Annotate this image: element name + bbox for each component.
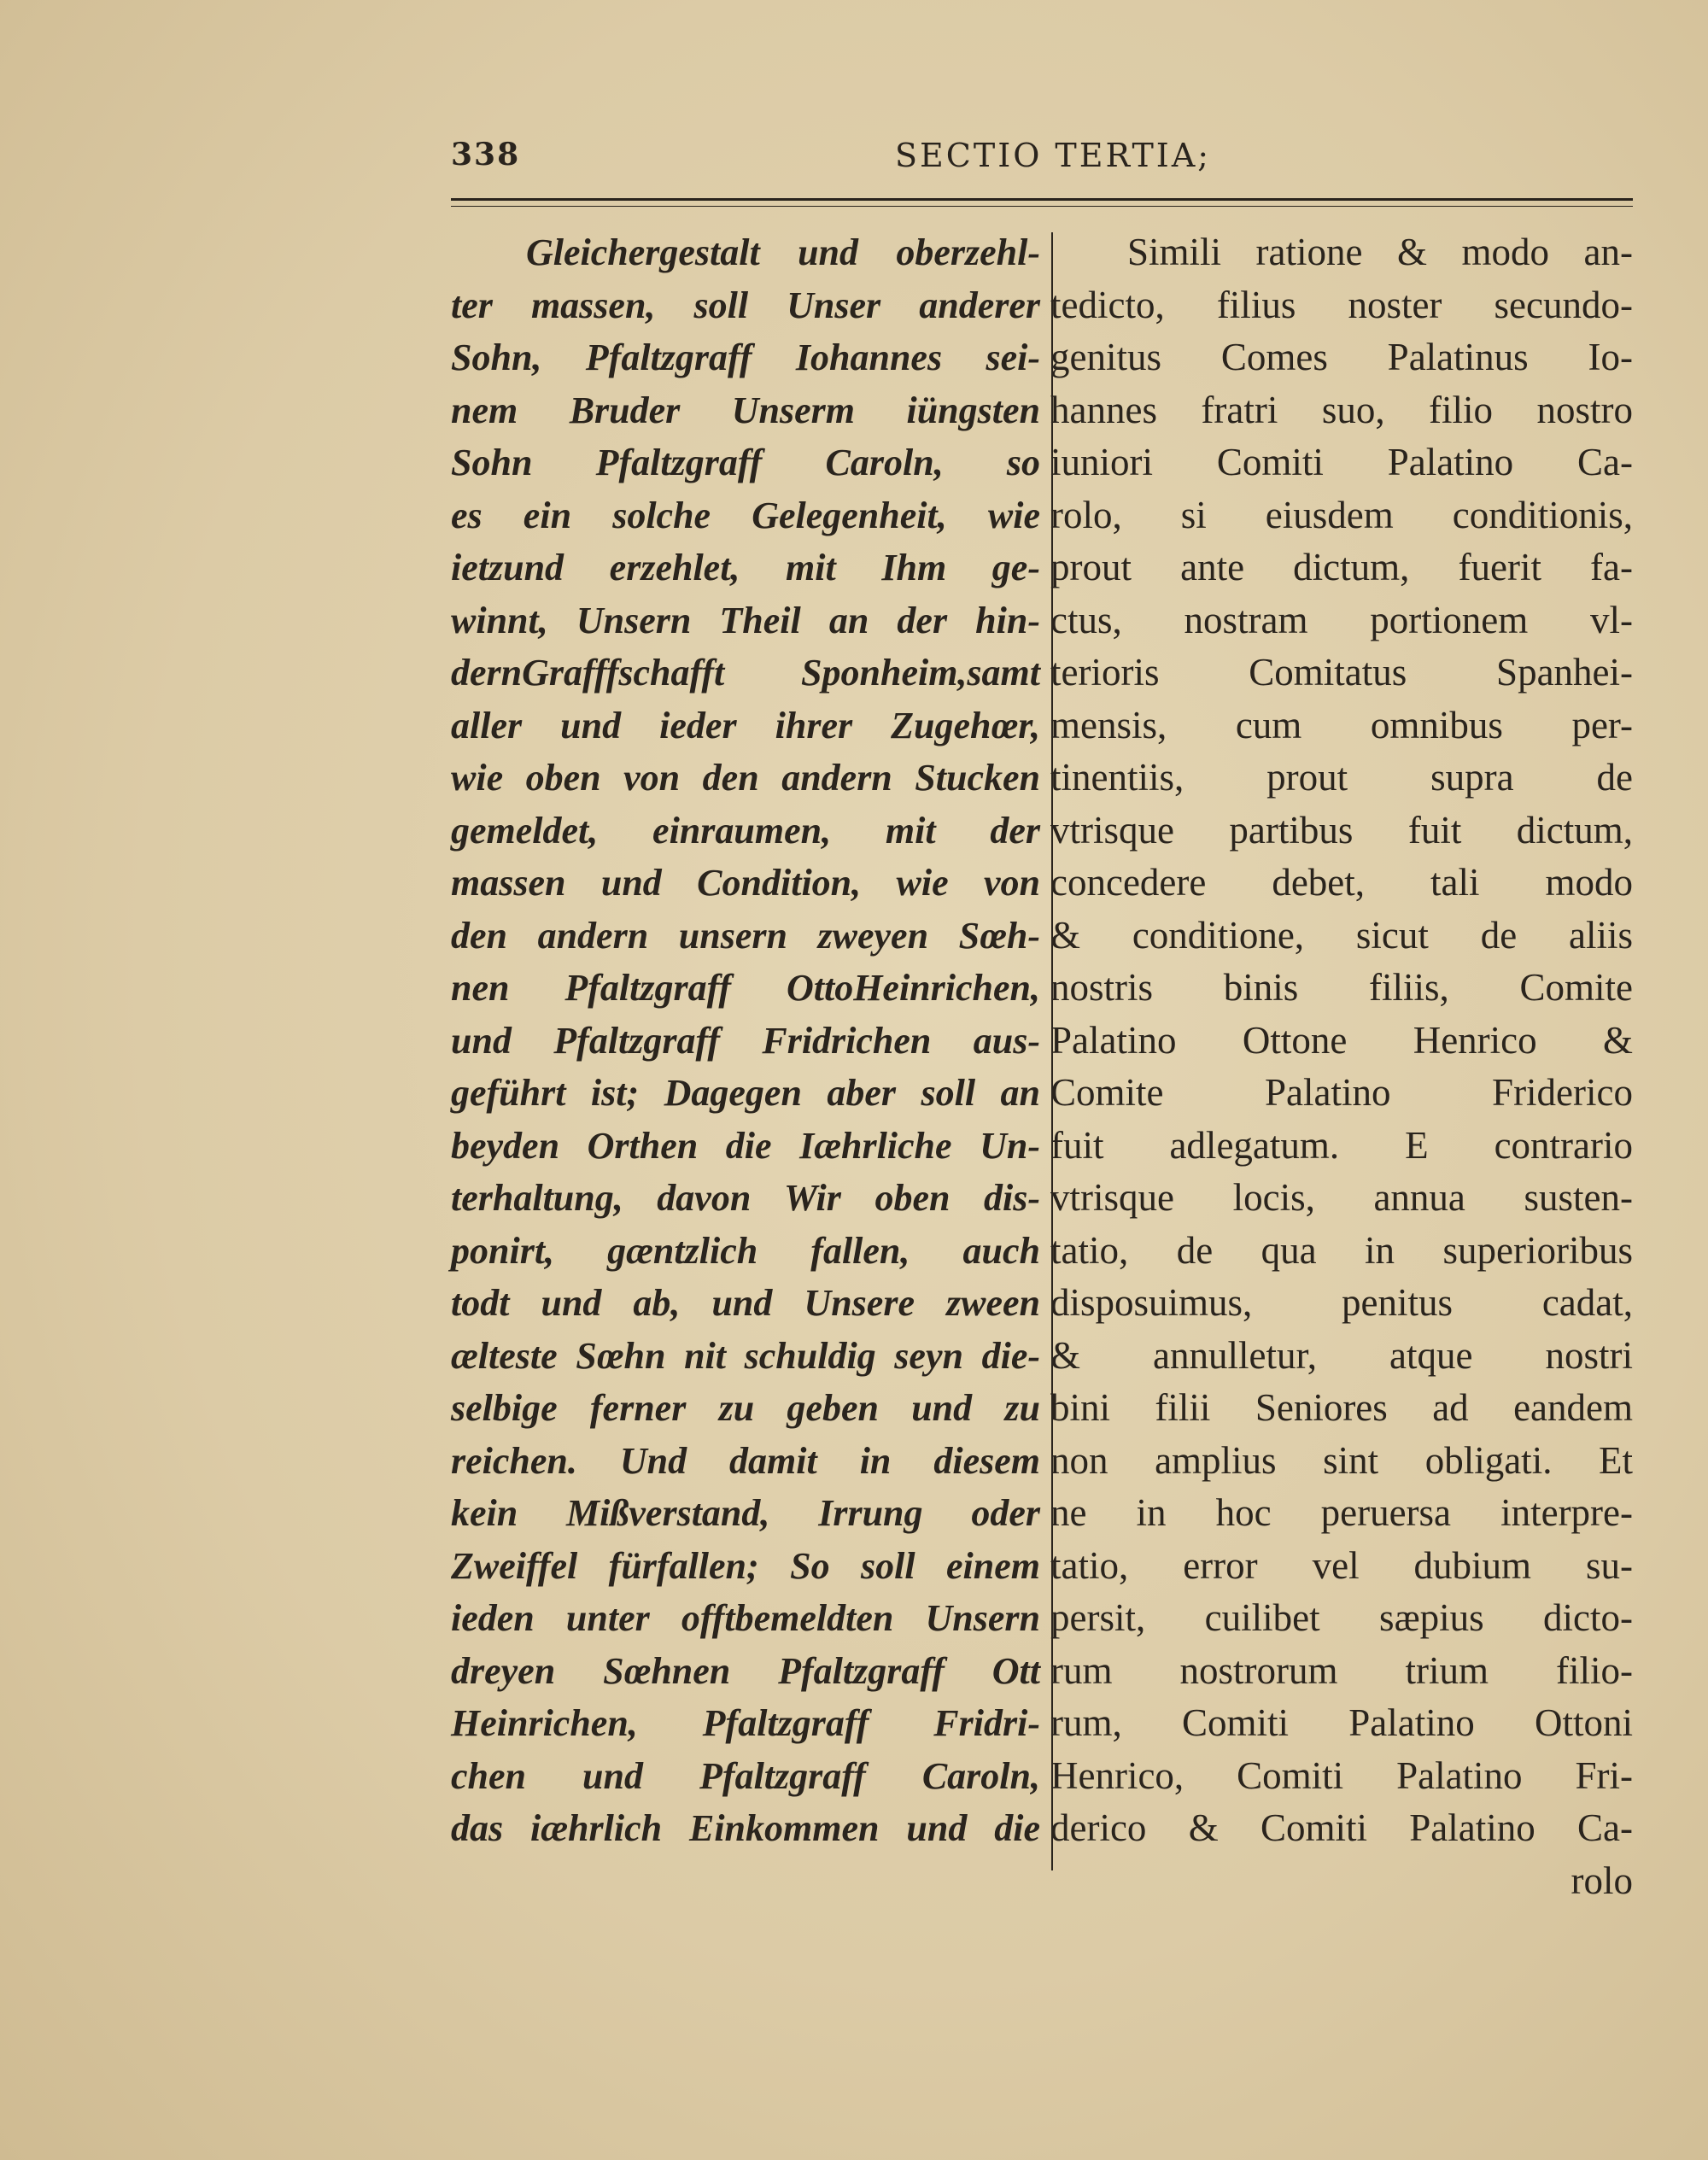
german-text-line: terhaltung, davon Wir oben dis- bbox=[451, 1177, 1040, 1219]
german-text-line: das iæhrlich Einkommen und die bbox=[451, 1807, 1040, 1849]
latin-text-line: derico & Comiti Palatino Ca- bbox=[1050, 1806, 1633, 1849]
german-text-line: den andern unsern zweyen Sœh- bbox=[451, 914, 1040, 957]
german-text-line: geführt ist; Dagegen aber soll an bbox=[451, 1072, 1040, 1114]
latin-text-line: tatio, de qua in superioribus bbox=[1050, 1228, 1633, 1272]
german-text-line: beyden Orthen die Iæhrliche Un- bbox=[451, 1124, 1040, 1167]
german-text-line: selbige ferner zu geben und zu bbox=[451, 1387, 1040, 1429]
german-text-line: ælteste Sœhn nit schuldig seyn die- bbox=[451, 1334, 1040, 1377]
german-text-line: ponirt, gæntzlich fallen, auch bbox=[451, 1229, 1040, 1272]
latin-text-line: concedere debet, tali modo bbox=[1050, 861, 1633, 904]
latin-text-line: hannes fratri suo, filio nostro bbox=[1050, 388, 1633, 431]
latin-text-line: bini filii Seniores ad eandem bbox=[1050, 1386, 1633, 1429]
german-text-line: ieden unter offtbemeldten Unsern bbox=[451, 1597, 1040, 1639]
catchword: rolo bbox=[1571, 1859, 1633, 1902]
latin-text-line: prout ante dictum, fuerit fa- bbox=[1050, 546, 1633, 588]
latin-column bbox=[1050, 226, 1640, 1907]
german-text-line: chen und Pfaltzgraff Caroln, bbox=[451, 1754, 1040, 1797]
latin-text-line: ctus, nostram portionem vl- bbox=[1050, 598, 1633, 641]
german-column bbox=[451, 226, 1040, 1855]
latin-text-line: Henrico, Comiti Palatino Fri- bbox=[1050, 1753, 1633, 1797]
latin-text-line: terioris Comitatus Spanhei- bbox=[1050, 651, 1633, 694]
german-text-line: aller und ieder ihrer Zugehœr, bbox=[451, 704, 1040, 746]
german-text-line: es ein solche Gelegenheit, wie bbox=[451, 494, 1040, 536]
latin-text-line: persit, cuilibet sæpius dicto- bbox=[1050, 1596, 1633, 1639]
page-header bbox=[451, 137, 1633, 188]
header-rule bbox=[451, 198, 1633, 207]
german-text-line: kein Mißverstand, Irrung oder bbox=[451, 1492, 1040, 1534]
german-text-line: ter massen, soll Unser anderer bbox=[451, 284, 1040, 326]
german-text-line: Zweiffel fürfallen; So soll einem bbox=[451, 1544, 1040, 1587]
latin-text-line: mensis, cum omnibus per- bbox=[1050, 703, 1633, 746]
german-text-line: Sohn, Pfaltzgraff Iohannes sei- bbox=[451, 337, 1040, 378]
latin-text-line: rum nostrorum trium filio- bbox=[1050, 1648, 1633, 1692]
german-text-line: nen Pfaltzgraff OttoHeinrichen, bbox=[451, 967, 1040, 1009]
latin-text-line: rum, Comiti Palatino Ottoni bbox=[1050, 1701, 1633, 1744]
latin-text-line: tedicto, filius noster secundo- bbox=[1050, 283, 1633, 326]
latin-text-line: non amplius sint obligati. Et bbox=[1050, 1438, 1633, 1482]
latin-text-line: & conditione, sicut de aliis bbox=[1050, 913, 1633, 957]
latin-text-line: disposuimus, penitus cadat, bbox=[1050, 1281, 1633, 1324]
latin-text-line: ne in hoc peruersa interpre- bbox=[1050, 1491, 1633, 1534]
running-title: SECTIO TERTIA; bbox=[895, 137, 1212, 174]
german-text-line: dernGrafffschafft Sponheim,samt bbox=[451, 652, 1040, 694]
german-text-line: winnt, Unsern Theil an der hin- bbox=[451, 599, 1040, 641]
german-text-line: dreyen Sœhnen Pfaltzgraff Ott bbox=[451, 1649, 1040, 1692]
latin-text-line: genitus Comes Palatinus Io- bbox=[1050, 336, 1633, 378]
latin-text-line: rolo, si eiusdem conditionis, bbox=[1050, 493, 1633, 536]
latin-text-line: Comite Palatino Friderico bbox=[1050, 1071, 1633, 1114]
german-text-line: reichen. Und damit in diesem bbox=[451, 1439, 1040, 1482]
latin-text-line: tinentiis, prout supra de bbox=[1050, 756, 1633, 799]
german-text-line: nem Bruder Unserm iüngsten bbox=[451, 389, 1040, 431]
latin-text-line: vtrisque locis, annua susten- bbox=[1050, 1176, 1633, 1219]
german-text-line: wie oben von den andern Stucken bbox=[451, 757, 1040, 799]
german-text-line: todt und ab, und Unsere zween bbox=[451, 1282, 1040, 1324]
german-text-line: Sohn Pfaltzgraff Caroln, so bbox=[451, 442, 1040, 483]
latin-text-line: nostris binis filiis, Comite bbox=[1050, 966, 1633, 1009]
latin-text-line: Simili ratione & modo an- bbox=[1050, 231, 1633, 273]
german-text-line: Gleichergestalt und oberzehl- bbox=[451, 231, 1040, 273]
latin-text-line: fuit adlegatum. E contrario bbox=[1050, 1123, 1633, 1167]
page-number: 338 bbox=[451, 137, 521, 173]
german-text-line: gemeldet, einraumen, mit der bbox=[451, 809, 1040, 852]
german-text-line: ietzund erzehlet, mit Ihm ge- bbox=[451, 547, 1040, 588]
latin-text-line: iuniori Comiti Palatino Ca- bbox=[1050, 441, 1633, 483]
latin-text-line: & annulletur, atque nostri bbox=[1050, 1333, 1633, 1377]
latin-text-line: vtrisque partibus fuit dictum, bbox=[1050, 808, 1633, 852]
german-text-line: massen und Condition, wie von bbox=[451, 862, 1040, 904]
german-text-line: Heinrichen, Pfaltzgraff Fridri- bbox=[451, 1702, 1040, 1744]
latin-text-line: Palatino Ottone Henrico & bbox=[1050, 1018, 1633, 1062]
latin-text-line: tatio, error vel dubium su- bbox=[1050, 1543, 1633, 1587]
german-text-line: und Pfaltzgraff Fridrichen aus- bbox=[451, 1019, 1040, 1062]
